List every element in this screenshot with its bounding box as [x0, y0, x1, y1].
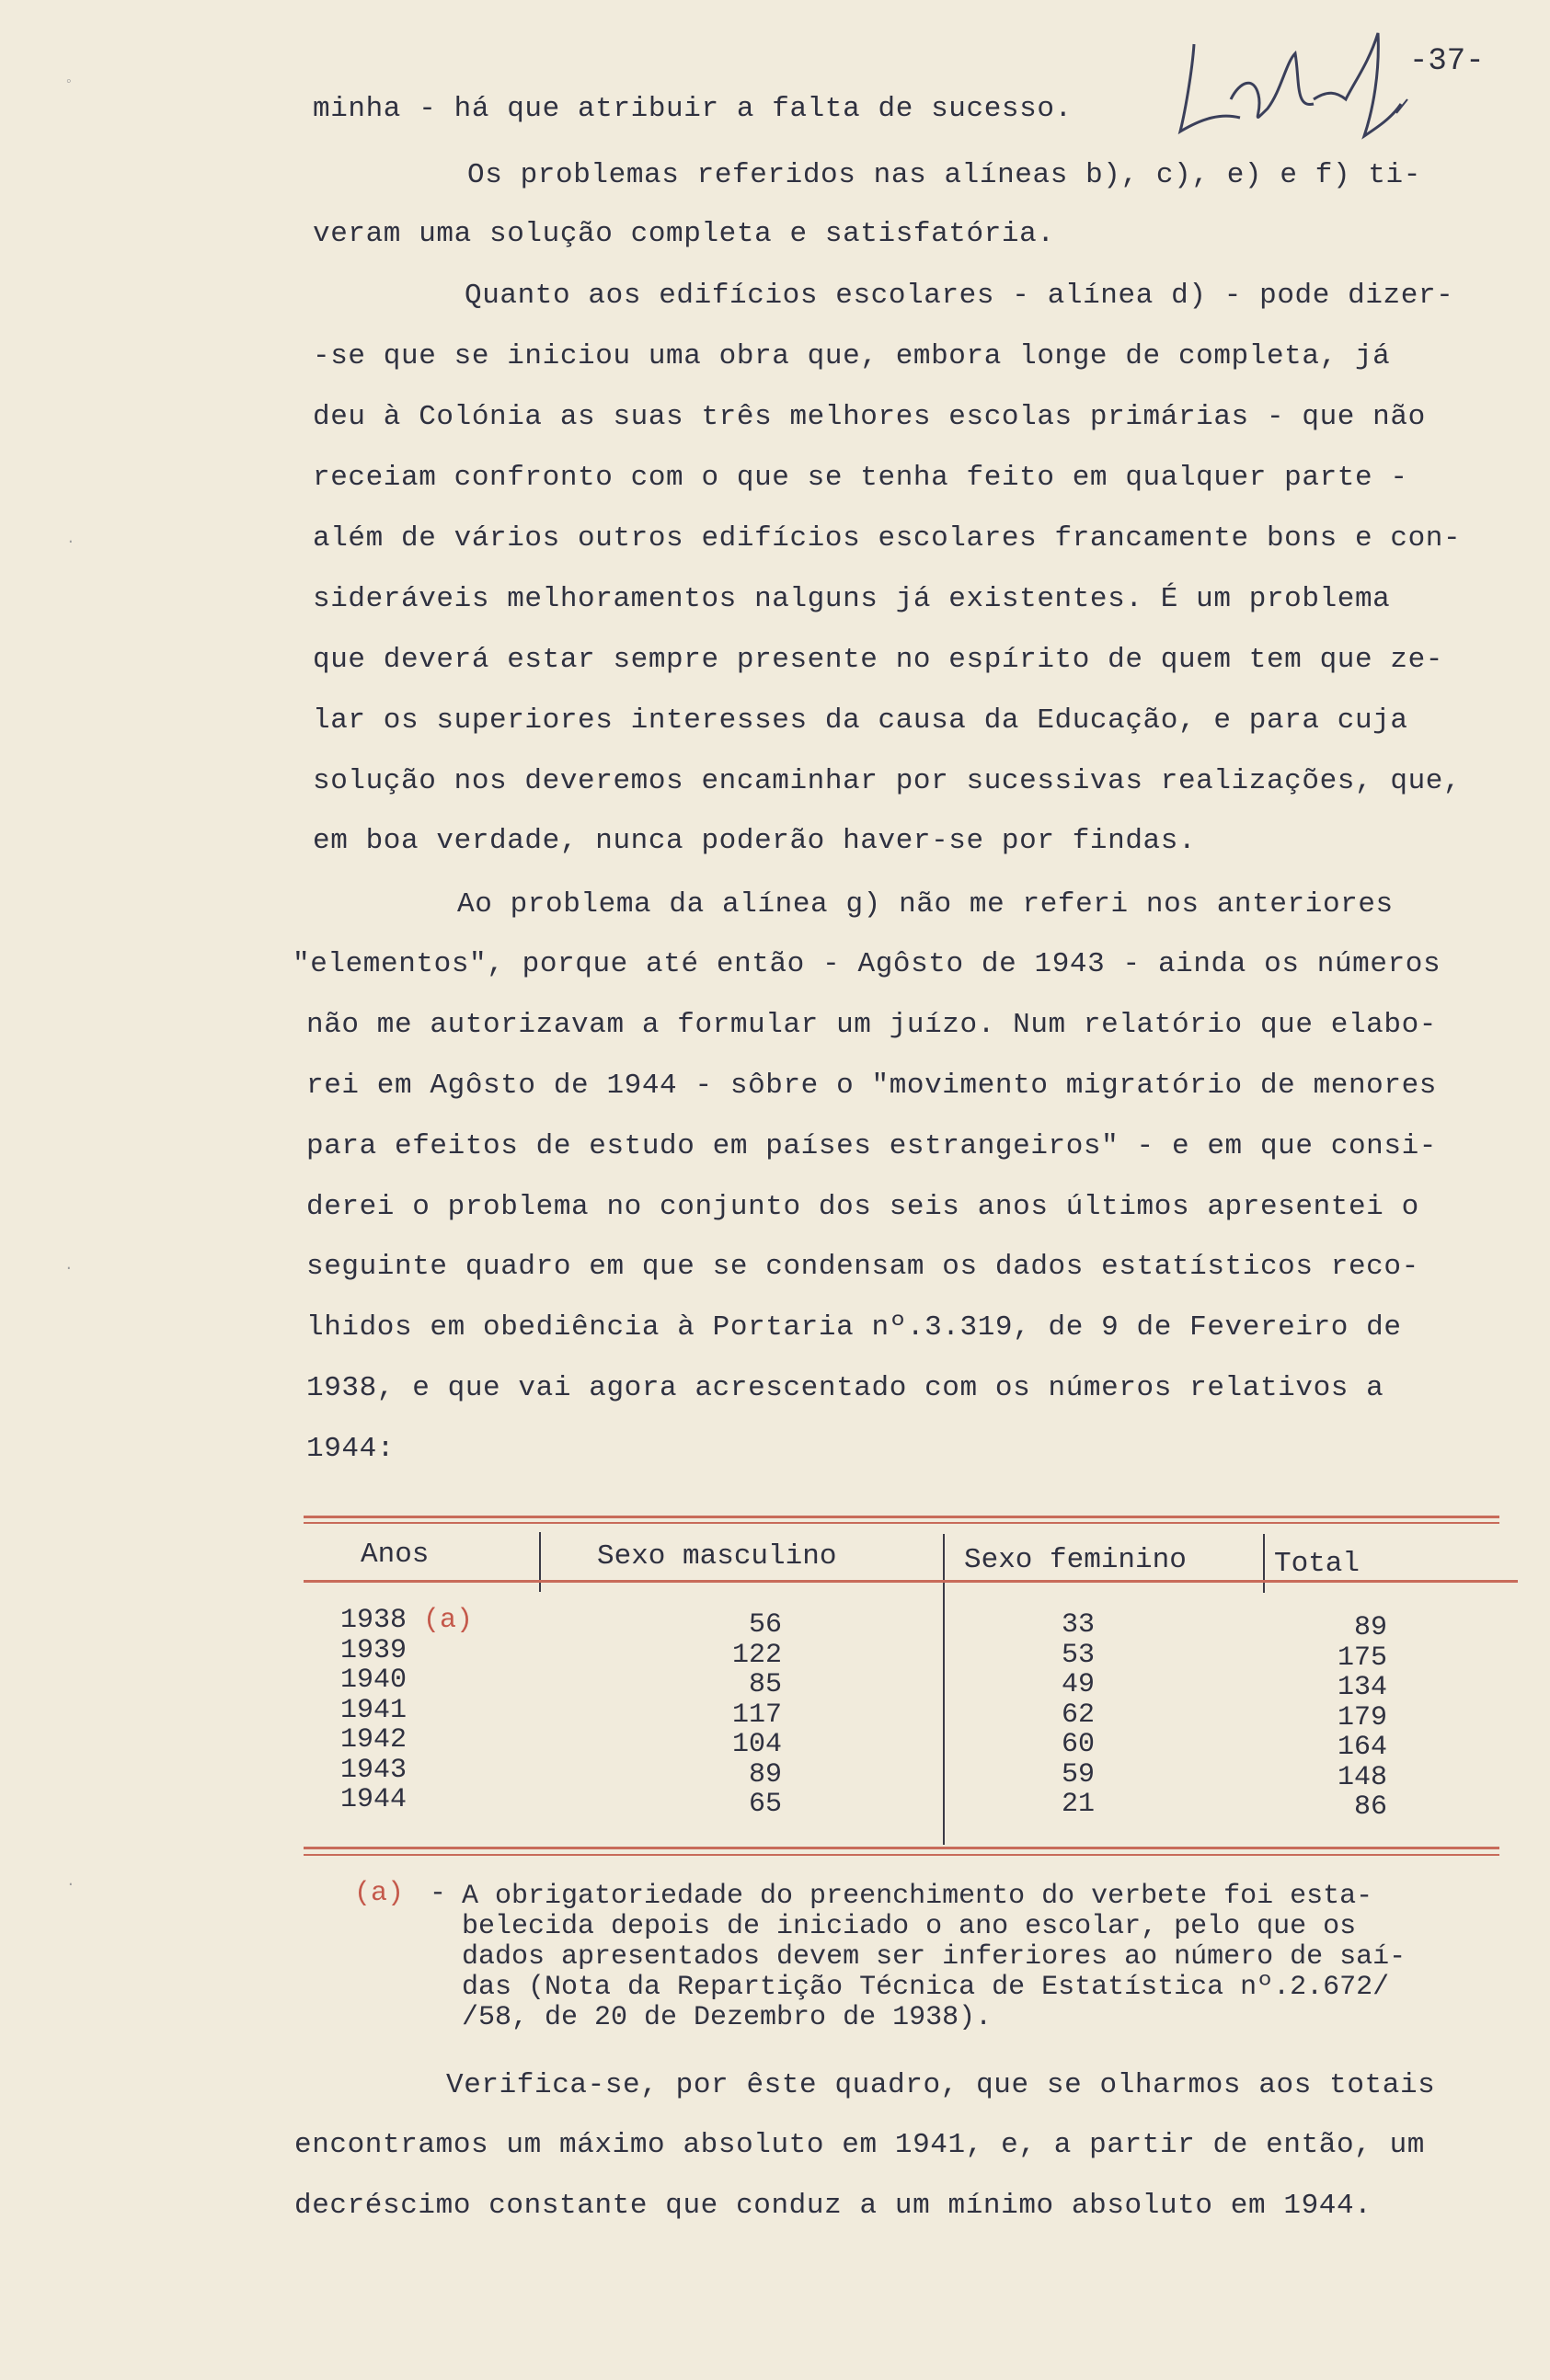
table-cell: 60	[1061, 1729, 1095, 1760]
text-line: lhidos em obediência à Portaria nº.3.319, de 9 de Fevereiro de	[306, 1311, 1402, 1344]
header-female: Sexo feminino	[964, 1544, 1187, 1576]
text-line: não me autorizavam a formular um juízo. Num relatório que elabo-	[306, 1009, 1437, 1041]
text-line: lar os superiores interesses da causa da Educação, e para cuja	[313, 704, 1408, 737]
table-cell: 59	[1061, 1758, 1095, 1791]
table-cell: 104	[731, 1729, 782, 1760]
table-cell: 1941	[340, 1694, 408, 1726]
table-cell	[340, 1606, 473, 1636]
text-line: deu à Colónia as suas três melhores escolas primárias - que não	[313, 401, 1426, 433]
table-cell: 1942	[340, 1724, 408, 1756]
text-line: decréscimo constante que conduz a um mínimo absoluto em 1944.	[294, 2190, 1372, 2222]
table-bottom-rule-2	[304, 1854, 1499, 1856]
paper-speck: ·	[66, 1876, 75, 1893]
text-line: rei em Agôsto de 1944 - sôbre o "movimento migratório de menores	[306, 1070, 1437, 1102]
footnote-line: das (Nota da Repartição Técnica de Estatística nº.2.672/	[462, 1972, 1390, 2003]
paper-speck: ·	[64, 1260, 74, 1276]
footnote-dash: -	[430, 1878, 447, 1909]
text-line: encontramos um máximo absoluto em 1941, e, a partir de então, um	[294, 2129, 1425, 2161]
text-line: em boa verdade, nunca poderão haver-se por findas.	[313, 825, 1197, 857]
footnote-line: A obrigatoriedade do preenchimento do verbete foi esta-	[462, 1881, 1373, 1912]
text-line: veram uma solução completa e satisfatória.	[313, 218, 1055, 250]
table-cell: 1939	[340, 1634, 408, 1666]
table-cell: 1943	[340, 1754, 408, 1786]
table-cell: 89	[1353, 1612, 1387, 1643]
table-cell: 49	[1061, 1669, 1095, 1700]
footnote-mark: (a)	[354, 1878, 405, 1909]
table-cell: 1938	[340, 1605, 408, 1636]
table-cell: 148	[1337, 1761, 1387, 1793]
total-column	[1304, 1613, 1387, 1823]
text-line: que deverá estar sempre presente no espírito de quem tem que ze-	[313, 644, 1443, 676]
table-top-rule-2	[304, 1522, 1499, 1524]
table-cell: 89	[748, 1758, 782, 1791]
table-bottom-rule	[304, 1847, 1499, 1849]
text-line: 1938, e que vai agora acrescentado com os números relativos a	[306, 1372, 1384, 1404]
footnote-line: /58, de 20 de Dezembro de 1938).	[462, 2002, 993, 2033]
table-cell: 1944	[340, 1784, 408, 1815]
text-line: "elementos", porque até então - Agôsto de 1943 - ainda os números	[293, 948, 1441, 980]
text-line: seguinte quadro em que se condensam os dados estatísticos reco-	[306, 1251, 1419, 1283]
text-line: receiam confronto com o que se tenha feito em qualquer parte -	[313, 462, 1408, 494]
table-cell: 175	[1337, 1642, 1387, 1674]
text-line: 1944:	[306, 1433, 396, 1465]
text-line: sideráveis melhoramentos nalguns já existentes. É um problema	[313, 583, 1391, 615]
text-line: -se que se iniciou uma obra que, embora longe de completa, já	[313, 340, 1391, 372]
text-line: Verifica-se, por êste quadro, que se olharmos aos totais	[446, 2069, 1436, 2101]
text-line: Quanto aos edifícios escolares - alínea d) - pode dizer-	[465, 280, 1454, 312]
table-cell: 1940	[340, 1665, 408, 1696]
table-cell: 85	[748, 1669, 782, 1700]
table-cell: 134	[1337, 1672, 1387, 1703]
table-divider	[1263, 1534, 1265, 1593]
text-line: Os problemas referidos nas alíneas b), c), e) e f) ti-	[467, 159, 1421, 191]
male-column	[699, 1610, 782, 1820]
text-line: para efeitos de estudo em países estrangeiros" - e em que consi-	[306, 1130, 1437, 1162]
paper-speck: ·	[66, 533, 75, 550]
years-column	[340, 1606, 473, 1815]
table-cell: 21	[1061, 1789, 1095, 1820]
text-line: solução nos deveremos encaminhar por sucessivas realizações, que,	[313, 765, 1462, 797]
table-cell: 117	[731, 1699, 782, 1731]
text-line: Ao problema da alínea g) não me referi nos anteriores	[457, 888, 1394, 921]
table-cell: 33	[1061, 1609, 1095, 1641]
table-header-rule	[304, 1580, 1518, 1583]
text-line: além de vários outros edifícios escolares francamente bons e con-	[313, 522, 1462, 555]
table-cell: 65	[748, 1789, 782, 1820]
table-cell: 122	[731, 1639, 782, 1671]
table-cell: 164	[1337, 1732, 1387, 1763]
text-line: derei o problema no conjunto dos seis anos últimos apresentei o	[306, 1191, 1419, 1223]
footnote-line: dados apresentados devem ser inferiores ao número de saí-	[462, 1941, 1406, 1973]
signature-image	[1166, 26, 1442, 145]
table-cell: 53	[1061, 1639, 1095, 1671]
table-divider	[539, 1532, 541, 1592]
header-total: Total	[1274, 1548, 1361, 1580]
table-top-rule	[304, 1516, 1499, 1518]
header-years: Anos	[361, 1539, 430, 1571]
table-cell: 62	[1061, 1699, 1095, 1731]
footnote-line: belecida depois de iniciado o ano escolar, pelo que os	[462, 1911, 1357, 1942]
table-cell: 86	[1353, 1791, 1387, 1823]
header-male: Sexo masculino	[597, 1540, 837, 1573]
female-column	[1012, 1610, 1095, 1820]
table-cell: 179	[1337, 1701, 1387, 1734]
table-cell: 56	[748, 1609, 782, 1641]
paper-speck: ◦	[64, 74, 74, 90]
footnote-mark: (a)	[423, 1605, 474, 1636]
page-number: -37-	[1409, 44, 1485, 79]
text-line: minha - há que atribuir a falta de sucesso.	[313, 93, 1073, 125]
